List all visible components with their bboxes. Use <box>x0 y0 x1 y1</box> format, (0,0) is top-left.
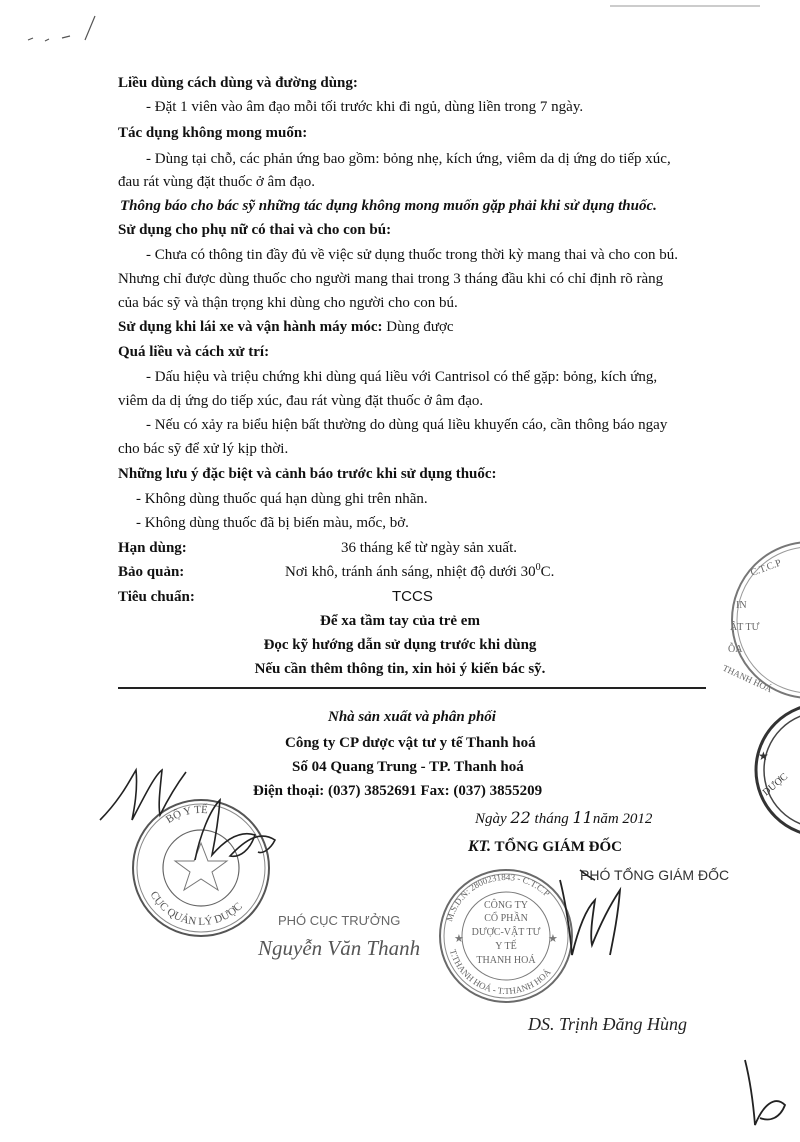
edge-stamp-text: ẬT TƯ <box>730 622 760 633</box>
edge-stamp-upper <box>700 540 800 700</box>
driving-value: Dùng được <box>382 319 454 335</box>
deputy-name: DS. Trịnh Đăng Hùng <box>528 1014 688 1034</box>
signature-left <box>90 740 310 890</box>
overdose-line: - Dấu hiệu và triệu chứng khi dùng quá liều với Cantrisol có thể gặp: bỏng, kích ứng, <box>146 369 658 385</box>
ministry-stamp-bottom: CỤC QUẢN LÝ DƯỢC <box>147 889 245 929</box>
divider <box>118 687 706 689</box>
dosage-line: - Đặt 1 viên vào âm đạo mỗi tối trước khi đi ngủ, dùng liền trong 7 ngày. <box>146 99 584 115</box>
shelf-life-label: Hạn dùng: <box>118 540 187 556</box>
phone-label: Điện thoại: <box>253 783 325 799</box>
storage-degree: 0 <box>535 562 541 573</box>
side-effects-notice: Thông báo cho bác sỹ những tác dụng không mong muốn gặp phải khi sử dụng thuốc. <box>120 198 657 214</box>
edge-stamp-lower <box>722 700 800 840</box>
scan-edge-marks <box>0 0 800 60</box>
edge-stamp-text: ỖA <box>728 644 743 655</box>
director-title: TỔNG GIÁM ĐỐC <box>494 839 622 855</box>
overdose-line: cho bác sỹ để xử lý kịp thời. <box>118 441 289 457</box>
edge-stamp-text: C.T.C.P <box>749 557 783 579</box>
svg-text:★: ★ <box>454 933 464 945</box>
edge-stamp-text: DƯỢC <box>760 771 791 799</box>
signature-right <box>540 860 700 970</box>
pregnancy-line: của bác sỹ và thận trọng khi dùng cho người cho con bú. <box>118 295 458 311</box>
deputy-title: PHÓ TỔNG GIÁM ĐỐC <box>580 867 730 883</box>
shelf-life-value: 36 tháng kể từ ngày sản xuất. <box>341 540 518 556</box>
warnings-heading: Những lưu ý đặc biệt và cảnh báo trước khi sử dụng thuốc: <box>118 466 497 482</box>
edge-stamp-text: THANH HOÁ <box>721 662 774 695</box>
company-stamp-line: DƯỢC-VẬT TƯ <box>471 927 541 938</box>
date-prefix: Ngày <box>475 811 507 827</box>
phone-value: (037) 3852691 <box>324 783 417 799</box>
fax-value: (037) 3855209 <box>449 783 543 799</box>
fax-label: Fax: <box>416 783 450 799</box>
company-stamp-line: CÔNG TY <box>484 900 528 911</box>
svg-text:★: ★ <box>548 933 558 945</box>
storage-value-row <box>285 563 554 581</box>
company-stamp-line: CỔ PHẦN <box>484 913 528 924</box>
side-effects-line: - Dùng tại chỗ, các phản ứng bao gồm: bỏng nhẹ, kích ứng, viêm da dị ứng do tiếp xúc, <box>146 151 671 167</box>
overdose-heading: Quá liều và cách xử trí: <box>118 344 270 360</box>
standard-label: Tiêu chuẩn: <box>118 589 195 605</box>
side-effects-line: đau rát vùng đặt thuốc ở âm đạo. <box>118 174 316 190</box>
manufacturer-title: Nhà sản xuất và phân phối <box>328 709 496 725</box>
date-year: năm 2012 <box>592 811 653 827</box>
date-month: 11 <box>572 808 593 827</box>
storage-label: Bảo quản: <box>118 564 185 580</box>
company-stamp-ring-bottom: T.THANH HOÁ - T.THANH HOÁ <box>447 948 553 997</box>
company-stamp-line: THANH HOÁ <box>476 955 536 966</box>
date-month-word: tháng <box>534 811 569 827</box>
manufacturer-address: Số 04 Quang Trung - TP. Thanh hoá <box>292 759 524 775</box>
standard-value: TCCS <box>392 588 433 605</box>
overdose-line: viêm da dị ứng do tiếp xúc, đau rát vùng đặt thuốc ở âm đạo. <box>118 393 484 409</box>
date-day: 22 <box>510 808 531 827</box>
notice-children: Để xa tầm tay của trẻ em <box>320 613 480 629</box>
driving-row <box>118 318 454 336</box>
warnings-line: - Không dùng thuốc quá hạn dùng ghi trên nhãn. <box>136 491 428 507</box>
pregnancy-heading: Sử dụng cho phụ nữ có thai và cho con bú: <box>118 222 392 238</box>
side-effects-heading: Tác dụng không mong muốn: <box>118 125 308 141</box>
pregnancy-line: - Chưa có thông tin đầy đủ về việc sử dụng thuốc trong thời kỳ mang thai và cho con bú. <box>146 247 679 263</box>
notice-consult-doctor: Nếu cần thêm thông tin, xin hỏi ý kiến bác sỹ. <box>254 661 546 677</box>
bureau-title: PHÓ CỤC TRƯỞNG <box>278 913 401 928</box>
notice-read-instructions: Đọc kỹ hướng dẫn sử dụng trước khi dùng <box>263 637 537 653</box>
bureau-name: Nguyễn Văn Thanh <box>258 936 421 960</box>
storage-value: Nơi khô, tránh ánh sáng, nhiệt độ dưới 30 <box>285 564 536 580</box>
company-stamp-line: Y TẾ <box>495 941 517 952</box>
warnings-line: - Không dùng thuốc đã bị biến màu, mốc, bở. <box>136 515 409 531</box>
signature-initial-bottom-right <box>735 1050 795 1130</box>
sign-date <box>475 809 652 828</box>
kt-mark: KT. <box>468 838 491 855</box>
storage-unit: C. <box>540 564 555 580</box>
svg-text:★: ★ <box>758 749 769 763</box>
director-title-row <box>468 838 622 856</box>
overdose-line: - Nếu có xảy ra biểu hiện bất thường do dùng quá liều khuyến cáo, cần thông báo ngay <box>146 417 668 433</box>
driving-heading: Sử dụng khi lái xe và vận hành máy móc: <box>118 319 383 335</box>
ministry-stamp-top: BỘ Y TẾ <box>163 803 209 826</box>
pregnancy-line: Nhưng chỉ được dùng thuốc cho người mang thai trong 3 tháng đầu khi có chỉ định rõ ràng <box>118 271 664 287</box>
dosage-heading: Liều dùng cách dùng và đường dùng: <box>118 75 358 91</box>
manufacturer-company: Công ty CP dược vật tư y tế Thanh hoá <box>285 735 536 751</box>
company-stamp-ring: M.S.D.N: 2800231843 - C.T.C.P <box>444 871 552 923</box>
edge-stamp-text: IN <box>736 600 747 611</box>
